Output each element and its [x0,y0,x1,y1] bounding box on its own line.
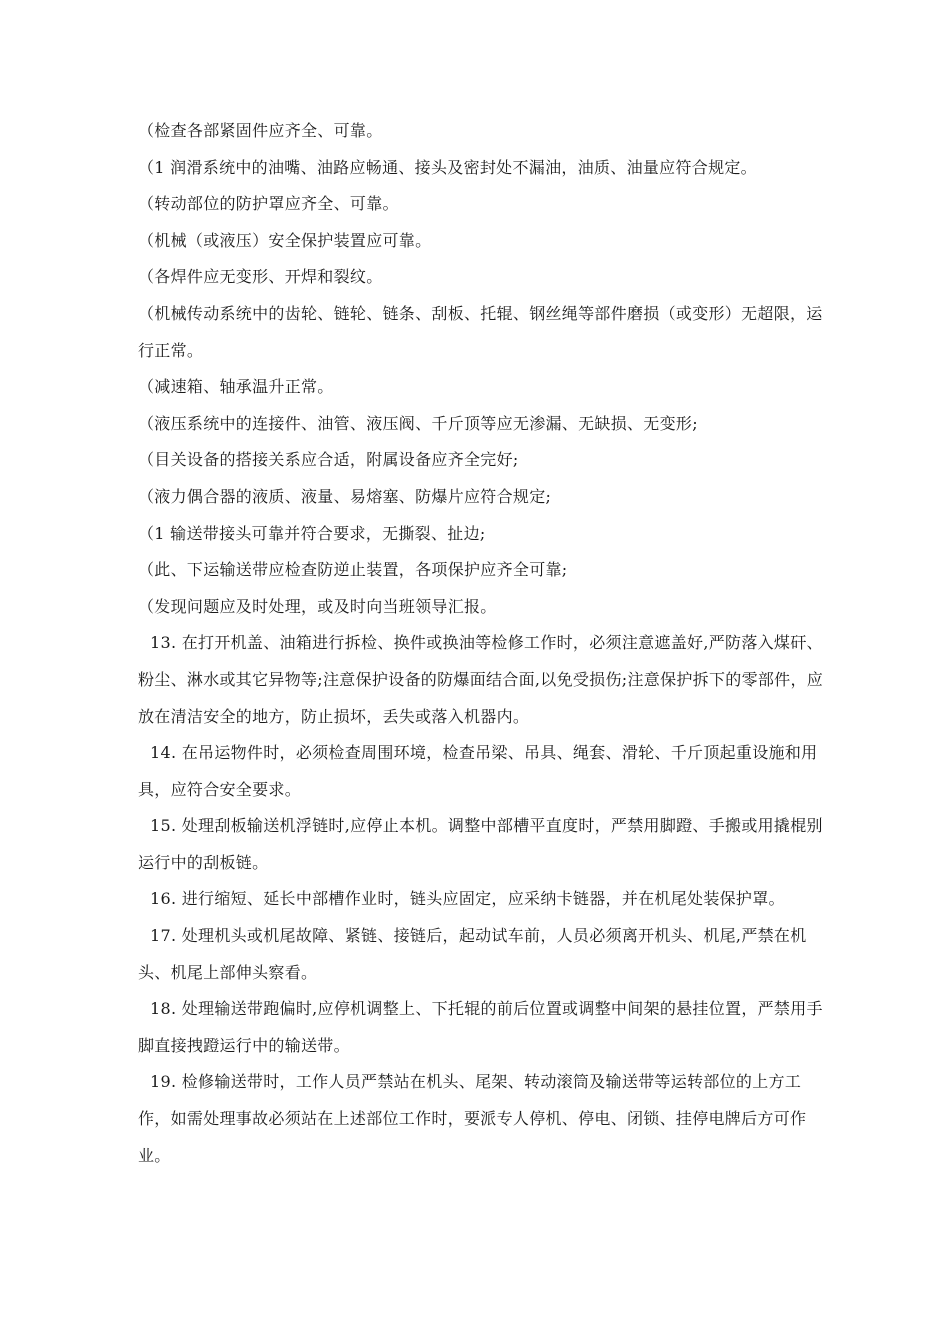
checklist-item-overlap: （目关设备的搭接关系应合适，附属设备应齐全完好; [138,450,519,470]
checklist-item-safety-device: （机械（或液压）安全保护装置应可靠。 [138,230,432,250]
checklist-item-anti-reverse: （此、下运输送带应检查防逆止装置，各项保护应齐全可靠; [138,560,568,580]
rule-14: 14. 在吊运物件时，必须检查周围环境，检查吊梁、吊具、绳套、滑轮、千斤顶起重设施和用具，应符合安全要求。 [138,743,818,799]
rule-13: 13. 在打开机盖、油箱进行拆检、换件或换油等检修工作时，必须注意遮盖好,严防落入煤矸、粉尘、淋水或其它异物等;注意保护设备的防爆面结合面,以免受损伤;注意保护拆下的零部件，应放在清洁安全的地方，防止损坏，丢失或落入机器内。 [138,633,824,726]
checklist-item-report: （发现问题应及时处理，或及时向当班领导汇报。 [138,596,497,616]
document-body [138,113,828,1174]
rule-19: 19. 检修输送带时，工作人员严禁站在机头、尾架、转动滚筒及输送带等运转部位的上方工作，如需处理事故必须站在上述部位工作时，要派专人停机、停电、闭锁、挂停电牌后方可作业。 [138,1072,807,1165]
rule-17: 17. 处理机头或机尾故障、紧链、接链后，起动试车前，人员必须离开机头、机尾,严禁在机头、机尾上部伸头察看。 [138,926,807,982]
rule-16: 16. 进行缩短、延长中部槽作业时，链头应固定，应采纳卡链器，并在机尾处装保护罩。 [150,889,785,909]
checklist-item-lubrication: （1 润滑系统中的油嘴、油路应畅通、接头及密封处不漏油，油质、油量应符合规定。 [138,157,757,177]
checklist-item-belt-joint: （1 输送带接头可靠并符合要求，无撕裂、扯边; [138,523,486,543]
rule-15: 15. 处理刮板输送机浮链时,应停止本机。调整中部槽平直度时，严禁用脚蹬、手搬或用撬棍别运行中的刮板链。 [138,816,823,872]
checklist-item-fasteners: （检查各部紧固件应齐全、可靠。 [138,121,383,140]
checklist-item-guard: （转动部位的防护罩应齐全、可靠。 [138,194,399,214]
rule-18: 18. 处理输送带跑偏时,应停机调整上、下托辊的前后位置或调整中间架的悬挂位置，严禁用手脚直接拽蹬运行中的输送带。 [138,999,823,1055]
checklist-item-gearbox: （减速箱、轴承温升正常。 [138,377,334,397]
checklist-item-fluid-coupling: （液力偶合器的液质、液量、易熔塞、防爆片应符合规定; [138,486,552,506]
checklist-item-transmission: （机械传动系统中的齿轮、链轮、链条、刮板、托辊、钢丝绳等部件磨损（或变形）无超限，运行正常。 [138,303,823,360]
checklist-item-welds: （各焊件应无变形、开焊和裂纹。 [138,267,383,287]
checklist-item-hydraulic: （液压系统中的连接件、油管、液压阀、千斤顶等应无渗漏、无缺损、无变形; [138,413,698,433]
